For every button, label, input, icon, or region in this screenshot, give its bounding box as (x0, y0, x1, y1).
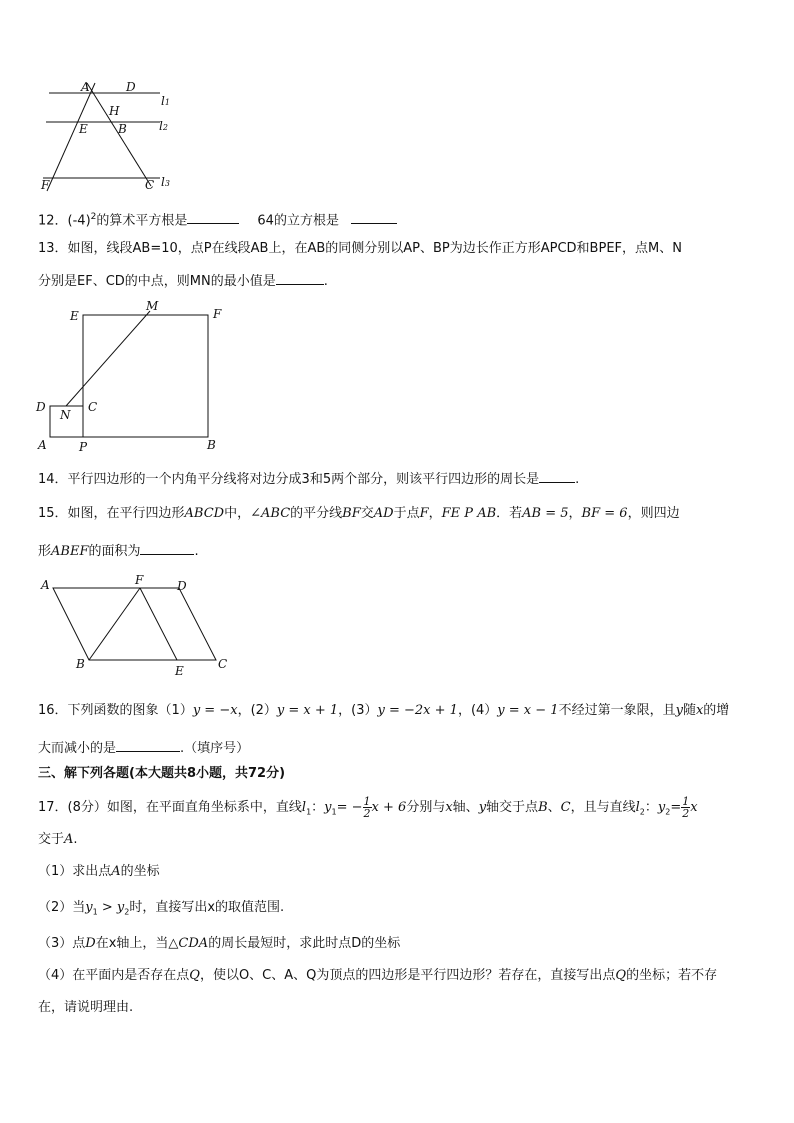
q15-text: 交 (360, 506, 374, 521)
q12-blank-2 (351, 210, 397, 224)
label-C: C (218, 657, 228, 671)
q16-text: 的增 (703, 703, 730, 718)
q16-text: 16．下列函数的图象（1） (38, 703, 193, 718)
question-15-line-2 (38, 541, 199, 561)
label-M: M (146, 299, 159, 313)
q16-func-3: y = −2x + 1 (377, 703, 458, 718)
q17-sub-1: （1）求出点A的坐标 (38, 864, 160, 879)
question-16-line-1 (38, 702, 729, 720)
q17-y2-sub: 2 (665, 807, 671, 817)
q15-angle: ∠ABC (250, 506, 291, 521)
q14-blank (539, 469, 575, 483)
q16-text: ，(3） (338, 703, 378, 718)
q15-blank (140, 541, 194, 555)
q17-text: 交于 (38, 832, 65, 847)
label-A: A (38, 438, 47, 452)
q16-x: x (695, 703, 704, 718)
q17-sub-4: （4）在平面内是否存在点Q，使以O、C、A、Q为顶点的四边形是平行四边形？若存在，直接写出点Q的坐标；若不存 (38, 968, 718, 983)
q17-point-c: C (560, 800, 571, 815)
q15-fe: FE (441, 506, 461, 521)
label-l2: l2 (159, 119, 168, 133)
q12-expr: (-4) (67, 213, 91, 229)
label-B: B (207, 438, 216, 452)
q17-text: 轴交于点 (486, 800, 539, 815)
q17-sub-4-cont: 在，请说明理由. (38, 1000, 134, 1015)
label-F: F (41, 178, 50, 192)
q15-text: ， (568, 506, 582, 521)
q16-blank (116, 738, 180, 752)
q17-y-axis: y (478, 800, 487, 815)
q15-text: 的面积为 (88, 544, 141, 559)
q17-sub-2: （2）当$y_1 > y_2$时，直接写出x的取值范围. (38, 900, 285, 917)
q15-abef: ABEF (51, 544, 89, 559)
q17-y1: y (324, 800, 332, 815)
q16-func-2: y = x + 1 (276, 703, 339, 718)
q16-text: ，(4） (457, 703, 498, 718)
q15-text: 形 (38, 544, 52, 559)
q14-text: 14．平行四边形的一个内角平分线将对边分成3和5两个部分，则该平行四边形的周长是 (38, 472, 540, 487)
question-12 (38, 208, 397, 230)
label-F: F (135, 573, 144, 587)
q17-text: 轴、 (452, 800, 479, 815)
q16-func-1: y = −x (192, 703, 238, 718)
q16-text: 不经过第一象限，且 (558, 703, 676, 718)
q17-l2-sub: 2 (639, 807, 645, 817)
label-E: E (175, 664, 184, 678)
q15-text: 于点 (393, 506, 420, 521)
q17-x: x (690, 800, 698, 815)
q15-text: ， (428, 506, 442, 521)
q13-text: 分别是EF、CD的中点，则MN的最小值是 (38, 274, 276, 289)
figure-parallel-lines (35, 78, 185, 193)
q17-sub-3: （3）点D在x轴上，当△CDA的周长最短时，求此时点D的坐标 (38, 936, 401, 951)
q17-text: ，且与直线 (570, 800, 636, 815)
label-l1: l1 (161, 94, 170, 108)
question-14 (38, 469, 579, 489)
q12-number: 12． (38, 213, 68, 229)
section-3-title: 三、解下列各题(本大题共8小题，共72分) (38, 766, 286, 781)
q16-text: .（填序号） (180, 741, 250, 756)
q13-blank (276, 271, 324, 285)
label-D: D (36, 400, 46, 414)
label-N: N (60, 408, 71, 422)
q17-point-b: B (538, 800, 548, 815)
question-13-line-2 (38, 271, 328, 291)
q15-bf: BF (342, 506, 361, 521)
q16-text: 随 (682, 703, 696, 718)
q14-period: . (575, 472, 580, 487)
q17-text: 17．(8分）如图，在平面直角坐标系中，直线 (38, 800, 302, 815)
q17-l1: l (301, 800, 307, 815)
q17-x-axis: x (445, 800, 453, 815)
q17-y1-sub: 1 (331, 807, 337, 817)
q17-text: 分别与 (406, 800, 446, 815)
q15-f: F (419, 506, 429, 521)
q17-l1-sub: 1 (306, 807, 312, 817)
label-A: A (41, 578, 50, 592)
label-F: F (213, 307, 222, 321)
q13-period: . (323, 274, 328, 289)
q16-text: 大而减小的是 (38, 741, 117, 756)
label-P: P (79, 440, 88, 454)
label-B: B (76, 657, 85, 671)
question-15-line-1 (38, 505, 680, 523)
q15-eq2: BF = 6 (581, 506, 628, 521)
label-H: H (109, 104, 120, 118)
label-E: E (79, 122, 88, 136)
q16-text: ，(2） (237, 703, 277, 718)
q15-text: 15．如图，在平行四边形 (38, 506, 185, 521)
figure-squares (30, 297, 230, 457)
q15-period: . (194, 544, 199, 559)
label-l3: l3 (161, 175, 170, 189)
q15-ad: AD (373, 506, 394, 521)
q17-text: ： (644, 800, 658, 815)
q17-text: ： (311, 800, 325, 815)
question-17-line-1 (38, 793, 698, 828)
question-13-line-1: 13．如图，线段AB=10，点P在线段AB上，在AB的同侧分别以AP、BP为边长作正方形APCD和BPEF，点M、N (38, 241, 682, 256)
q15-abcd: ABCD (184, 506, 225, 521)
q12-text-2: 64的立方根是 (257, 213, 339, 229)
q17-l2: l (635, 800, 640, 815)
q16-y: y (675, 703, 683, 718)
q12-blank-1 (187, 210, 239, 224)
q17-text: . (73, 832, 78, 847)
label-D: D (126, 80, 136, 94)
q16-func-4: y = x − 1 (497, 703, 559, 718)
q15-text: 中， (224, 506, 251, 521)
q17-point-a: A (64, 832, 74, 847)
figure-parallelogram (36, 572, 236, 680)
q17-fraction-2: $\frac{1}{2}$ (682, 795, 690, 820)
label-B: B (118, 122, 127, 136)
q15-text: ．若 (496, 506, 523, 521)
label-D: D (177, 579, 187, 593)
q15-parallel-symbol: P (464, 506, 474, 521)
q17-x6: x + 6 (371, 800, 407, 815)
q15-text: ，则四边 (627, 506, 680, 521)
q17-y2: y (657, 800, 666, 815)
label-C: C (88, 400, 98, 414)
label-E: E (70, 309, 79, 323)
q17-eq1: = − (336, 800, 363, 815)
question-17-line-2 (38, 831, 78, 849)
q17-text: 、 (547, 800, 561, 815)
q12-text: 的算术平方根是 (96, 213, 188, 229)
label-C: C (145, 178, 155, 192)
q17-fraction-1: $\frac{1}{2}$ (363, 795, 371, 820)
question-16-line-2 (38, 738, 249, 758)
q12-exponent: 2 (90, 212, 97, 222)
q17-eq2: = (670, 800, 682, 815)
q15-eq1: AB = 5 (522, 506, 569, 521)
q15-ab: AB (477, 506, 497, 521)
q15-text: 的平分线 (290, 506, 343, 521)
label-A: A (81, 80, 90, 94)
